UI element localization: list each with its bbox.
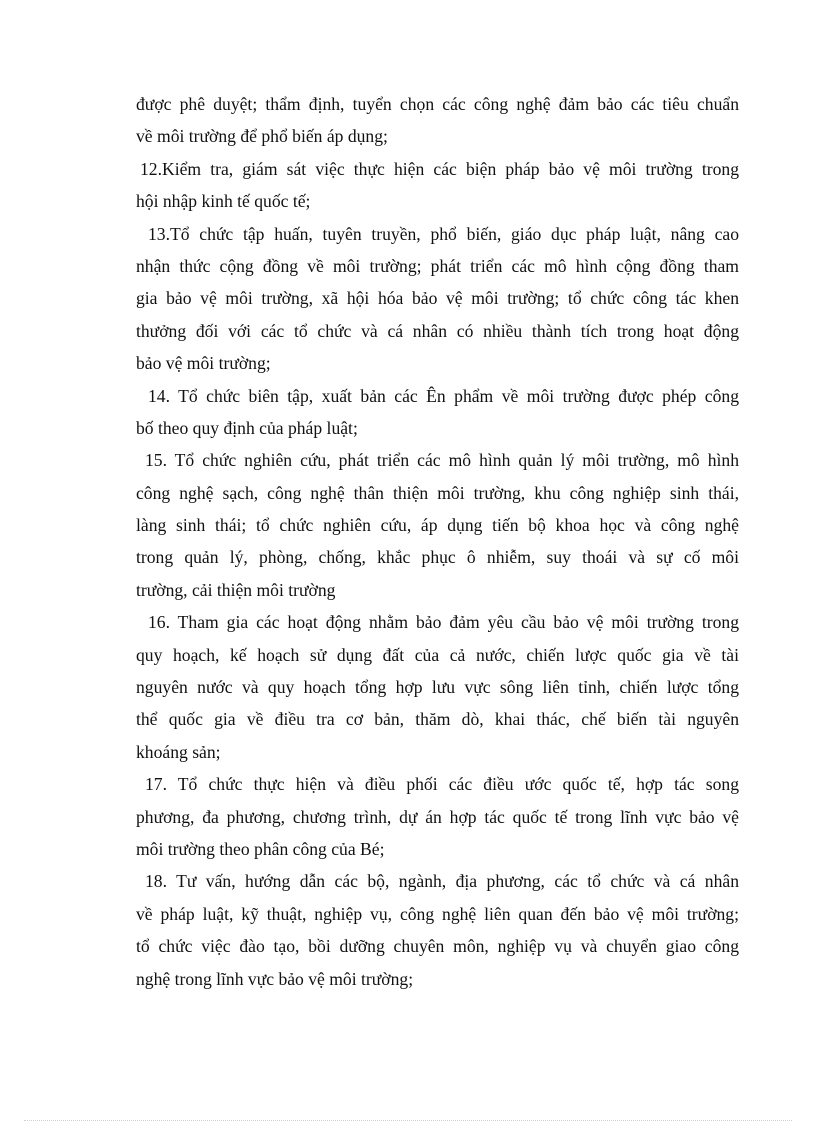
text-line: bảo vệ môi trường;	[136, 353, 271, 374]
text-line: trường, cải thiện môi trường	[136, 579, 336, 600]
item-14-heading-line: 14. Tổ chức biên tập, xuất bản các Ên phẩm về môi trường được phép công	[148, 385, 739, 406]
text-line: về môi trường để phổ biến áp dụng;	[136, 126, 388, 147]
item-12-heading-line: 12.Kiểm tra, giám sát việc thực hiện các biện pháp bảo vệ môi trường trong	[140, 158, 739, 179]
item-13-heading-line: 13.Tổ chức tập huấn, tuyên truyền, phổ biến, giáo dục pháp luật, nâng cao	[148, 223, 739, 244]
text-line: thể quốc gia về điều tra cơ bản, thăm dò, khai thác, chế biến tài nguyên	[136, 709, 739, 730]
text-line: khoáng sản;	[136, 741, 221, 762]
text-line: công nghệ sạch, công nghệ thân thiện môi trường, khu công nghiệp sinh thái,	[136, 482, 739, 503]
text-line: nguyên nước và quy hoạch tổng hợp lưu vực sông liên tỉnh, chiến lược tổng	[136, 677, 739, 698]
text-line: môi trường theo phân công của Bé;	[136, 838, 385, 859]
text-line: phương, đa phương, chương trình, dự án hợp tác quốc tế trong lĩnh vực bảo vệ	[136, 806, 739, 827]
text-line: hội nhập kinh tế quốc tế;	[136, 191, 311, 212]
text-line: trong quản lý, phòng, chống, khắc phục ô nhiễm, suy thoái và sự cố môi	[136, 547, 739, 568]
text-line: quy hoạch, kế hoạch sử dụng đất của cả nước, chiến lược quốc gia về tài	[136, 644, 739, 665]
document-body	[136, 88, 739, 995]
text-line: tổ chức việc đào tạo, bồi dưỡng chuyên môn, nghiệp vụ và chuyển giao công	[136, 936, 739, 957]
text-line: nghệ trong lĩnh vực bảo vệ môi trường;	[136, 968, 414, 989]
text-line: bố theo quy định của pháp luật;	[136, 417, 358, 438]
text-line: thưởng đối với các tổ chức và cá nhân có nhiều thành tích trong hoạt động	[136, 320, 739, 341]
page-bottom-divider	[24, 1120, 792, 1121]
text-line: làng sinh thái; tổ chức nghiên cứu, áp dụng tiến bộ khoa học và công nghệ	[136, 515, 739, 536]
text-line: được phê duyệt; thẩm định, tuyển chọn các công nghệ đảm bảo các tiêu chuẩn	[136, 94, 739, 114]
text-line: nhận thức cộng đồng về môi trường; phát triển các mô hình cộng đồng tham	[136, 255, 739, 276]
item-15-heading-line: 15. Tổ chức nghiên cứu, phát triển các mô hình quản lý môi trường, mô hình	[145, 450, 739, 471]
item-18-heading-line: 18. Tư vấn, hướng dẫn các bộ, ngành, địa phương, các tổ chức và cá nhân	[145, 871, 739, 892]
text-line: về pháp luật, kỹ thuật, nghiệp vụ, công nghệ liên quan đến bảo vệ môi trường;	[136, 903, 739, 924]
text-line: gia bảo vệ môi trường, xã hội hóa bảo vệ môi trường; tổ chức công tác khen	[136, 288, 739, 309]
item-17-heading-line: 17. Tổ chức thực hiện và điều phối các điều ước quốc tế, hợp tác song	[145, 774, 739, 795]
item-16-heading-line: 16. Tham gia các hoạt động nhằm bảo đảm yêu cầu bảo vệ môi trường trong	[148, 612, 739, 633]
